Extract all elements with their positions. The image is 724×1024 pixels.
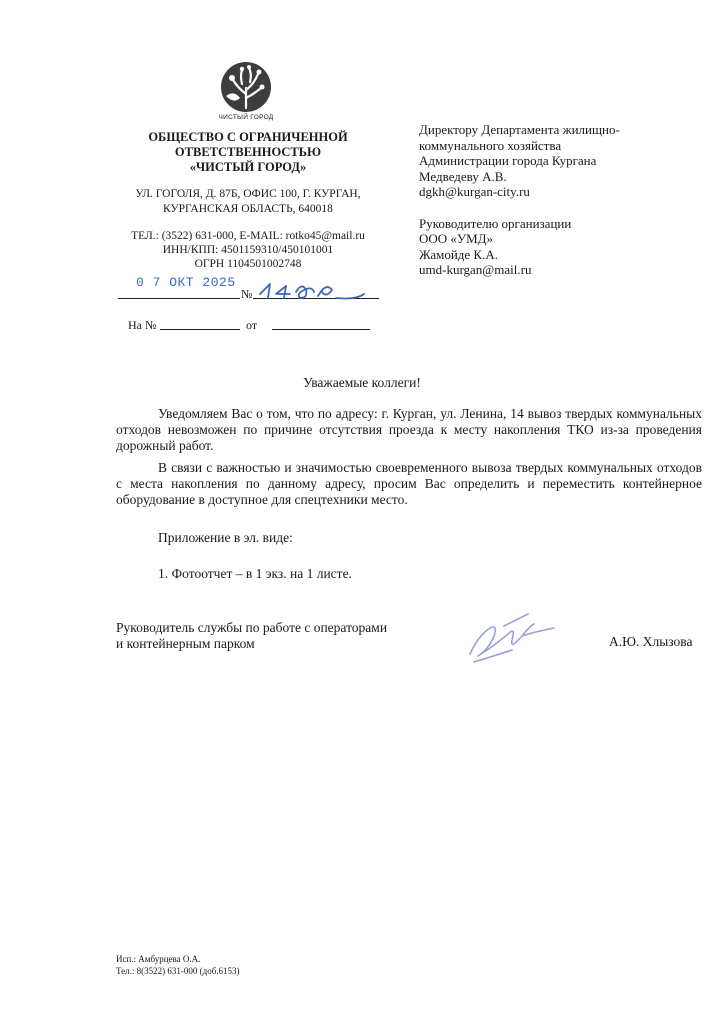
attachment-title: Приложение в эл. виде: <box>158 530 293 545</box>
company-logo <box>218 60 274 114</box>
signatory-position <box>116 620 387 652</box>
sender-inn-kpp: ИНН/КПП: 4501159310/450101001 <box>162 244 334 256</box>
body-paragraph: Уведомляем Вас о том, что по адресу: г. Курган, ул. Ленина, 14 вывоз твердых коммунальных отходов невозможен по причине отсутствия проезда к месту накопления ТКО из-за проведения дорожный работ. <box>116 406 702 453</box>
date-underline <box>118 298 240 299</box>
sender-name-line: ОТВЕТСТВЕННОСТЬЮ <box>174 145 322 159</box>
reference-date-field <box>272 329 370 330</box>
handwritten-registration-number <box>256 278 366 302</box>
sender-name-line: «ЧИСТЫЙ ГОРОД» <box>189 160 307 174</box>
signatory-position-line: и контейнерным парком <box>116 636 255 651</box>
executor-name: Исп.: Амбурцева О.А. <box>116 954 201 964</box>
sender-phone-email: ТЕЛ.: (3522) 631-000, E-MAIL: rotko45@mail.ru <box>131 230 365 242</box>
number-sign: № <box>241 287 253 301</box>
executor-info <box>116 953 240 977</box>
sender-ogrn: ОГРН 1104501002748 <box>194 258 302 270</box>
handwritten-signature <box>464 606 560 670</box>
signatory-position-line: Руководитель службы по работе с операторами <box>116 620 388 635</box>
sender-name-line: ОБЩЕСТВО С ОГРАНИЧЕННОЙ <box>148 130 348 144</box>
recipient-email: umd-kurgan@mail.ru <box>419 262 532 277</box>
recipient-email: dgkh@kurgan-city.ru <box>419 184 530 199</box>
recipient-line: Жамойде К.А. <box>419 246 498 262</box>
reference-date-label: от <box>246 318 258 332</box>
sender-organization-name <box>130 130 366 175</box>
logo-caption: ЧИСТЫЙ ГОРОД <box>218 114 274 121</box>
sender-contacts <box>112 229 384 271</box>
recipient-spacer <box>419 200 709 216</box>
registration-date-stamp: 0 7 ОКТ 2025 <box>136 275 236 290</box>
sender-address <box>112 187 384 217</box>
recipient-line: Директору Департамента жилищно- <box>419 122 620 137</box>
recipient-line: Руководителю организации <box>419 215 572 231</box>
reference-number-label: На № <box>128 318 157 332</box>
recipient-line: коммунального хозяйства <box>419 137 562 153</box>
reference-number-field <box>160 329 240 330</box>
recipients-block <box>419 122 709 278</box>
signer-name: А.Ю. Хлызова <box>609 634 693 649</box>
sender-address-line: КУРГАНСКАЯ ОБЛАСТЬ, 640018 <box>163 203 333 215</box>
sender-address-line: УЛ. ГОГОЛЯ, Д. 87Б, ОФИС 100, Г. КУРГАН, <box>135 188 361 200</box>
attachment-item: 1. Фотоотчет – в 1 экз. на 1 листе. <box>158 566 352 581</box>
body-paragraph: В связи с важностью и значимостью своевременного вывоза твердых коммунальных отходов с места накопления по данному адресу, просим Вас определить и переместить контейнерное оборудование в доступное для спецтехники место. <box>116 460 702 507</box>
greeting: Уважаемые коллеги! <box>303 375 421 390</box>
recipient-line: ООО «УМД» <box>419 231 494 246</box>
recipient-line: Медведеву А.В. <box>419 168 507 184</box>
executor-phone: Тел.: 8(3522) 631-000 (доб.6153) <box>116 966 240 976</box>
recipient-line: Администрации города Кургана <box>419 153 597 168</box>
